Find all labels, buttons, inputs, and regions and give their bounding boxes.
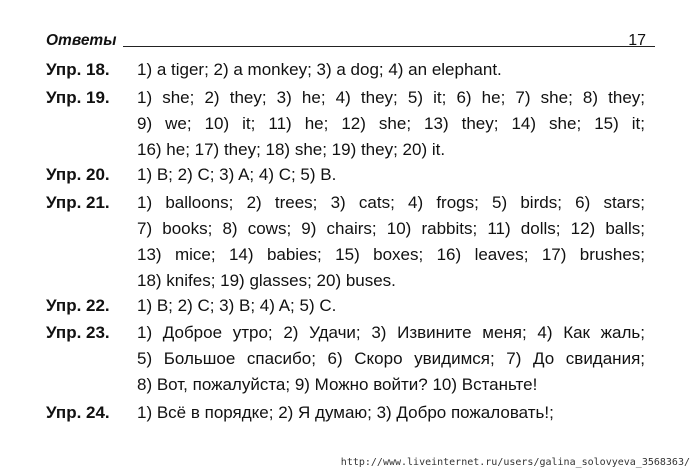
exercise-19-line-2: 9) we; 10) it; 11) he; 12) she; 13) they; 14) she; 15) it; bbox=[137, 114, 645, 133]
page-header bbox=[46, 30, 646, 56]
header-rule bbox=[123, 46, 655, 47]
exercise-21-line-2: 7) books; 8) cows; 9) chairs; 10) rabbits; 11) dolls; 12) balls; bbox=[137, 219, 645, 238]
exercise-label-19: Упр. 19. bbox=[46, 88, 110, 107]
exercise-20-line-1: 1) B; 2) C; 3) A; 4) C; 5) B. bbox=[137, 165, 337, 184]
exercise-18-line-1: 1) a tiger; 2) a monkey; 3) a dog; 4) an elephant. bbox=[137, 60, 502, 79]
exercise-23-line-1: 1) Доброе утро; 2) Удачи; 3) Извините меня; 4) Как жаль; bbox=[137, 323, 645, 342]
exercise-label-20: Упр. 20. bbox=[46, 165, 110, 184]
exercise-19-line-3: 16) he; 17) they; 18) she; 19) they; 20) it. bbox=[137, 140, 446, 159]
source-url-watermark: http://www.liveinternet.ru/users/galina_solovyeva_3568363/ bbox=[340, 457, 690, 468]
exercise-label-18: Упр. 18. bbox=[46, 60, 110, 79]
exercise-label-23: Упр. 23. bbox=[46, 323, 110, 342]
exercise-label-21: Упр. 21. bbox=[46, 193, 110, 212]
exercise-21-line-1: 1) balloons; 2) trees; 3) cats; 4) frogs; 5) birds; 6) stars; bbox=[137, 193, 645, 212]
exercise-label-22: Упр. 22. bbox=[46, 296, 110, 315]
exercise-23-line-3: 8) Вот, пожалуйста; 9) Можно войти? 10) Встаньте! bbox=[137, 375, 538, 394]
exercise-23-line-2: 5) Большое спасибо; 6) Скоро увидимся; 7) До свидания; bbox=[137, 349, 645, 368]
exercise-label-24: Упр. 24. bbox=[46, 403, 110, 422]
exercise-19-line-1: 1) she; 2) they; 3) he; 4) they; 5) it; 6) he; 7) she; 8) they; bbox=[137, 88, 645, 107]
exercise-24-line-1: 1) Всё в порядке; 2) Я думаю; 3) Добро пожаловать!; bbox=[137, 403, 554, 422]
exercise-21-line-3: 13) mice; 14) babies; 15) boxes; 16) leaves; 17) brushes; bbox=[137, 245, 645, 264]
exercise-21-line-4: 18) knifes; 19) glasses; 20) buses. bbox=[137, 271, 396, 290]
page-number: 17 bbox=[628, 32, 646, 49]
section-title: Ответы bbox=[46, 32, 117, 49]
exercise-22-line-1: 1) B; 2) C; 3) B; 4) A; 5) C. bbox=[137, 296, 337, 315]
